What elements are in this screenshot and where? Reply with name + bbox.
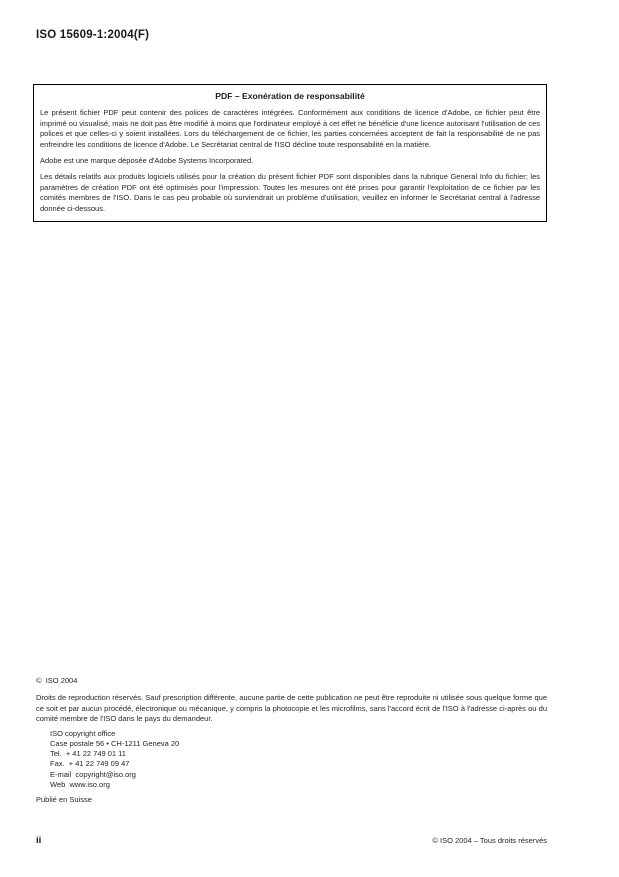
document-code-header: ISO 15609-1:2004(F) [36, 29, 150, 41]
copyright-section [36, 676, 547, 805]
copyright-notice: © ISO 2004 [36, 676, 78, 685]
reproduction-rights-text: Droits de reproduction réservés. Sauf prescription différente, aucune partie de cette publication ne peut être reproduite ni utilisée sous quelque forme que ce soit et par aucun procédé, électronique ou mécanique, y compris la photocopie et les microfilms, sans l'accord écrit de l'ISO à l'adresse ci-après ou du comité membre de l'ISO dans le pays du demandeur. [36, 693, 547, 724]
disclaimer-paragraph-licence: Le présent fichier PDF peut contenir des polices de caractères intégrées. Conformément aux conditions de licence d'Adobe, ce fichier peut être imprimé ou visualisé, mais ne doit pas être modifié à moins que l'ordinateur employé à cet effet ne bénéficie d'une licence autorisant l'utilisation de ces polices et que celles-ci y soient installées. Lors du téléchargement de ce fichier, les parties concernées acceptent de fait la responsabilité de ne pas enfreindre les conditions de licence d'Adobe. Le Secrétariat central de l'ISO décline toute responsabilité en la matière. [40, 108, 540, 149]
pdf-disclaimer-box [33, 84, 547, 222]
address-line-web: Web www.iso.org [50, 779, 110, 789]
address-line-office: ISO copyright office [50, 728, 116, 738]
address-line-fax: Fax. + 41 22 749 09 47 [50, 759, 130, 769]
iso-address-block [50, 729, 547, 790]
address-line-postal: Case postale 56 • CH-1211 Geneva 20 [50, 738, 180, 748]
address-line-email: E-mail copyright@iso.org [50, 769, 136, 779]
disclaimer-paragraph-trademark: Adobe est une marque déposée d'Adobe Systems Incorporated. [40, 155, 254, 165]
disclaimer-title: PDF – Exonération de responsabilité [215, 91, 365, 101]
footer-page-number: ii [36, 835, 42, 846]
disclaimer-paragraph-creation-details: Les détails relatifs aux produits logiciels utilisés pour la création du présent fichier PDF sont disponibles dans la rubrique General Info du fichier; les paramètres de création PDF ont été optimisés pour l'impression. Toutes les mesures ont été prises pour garantir l'exploitation de ce fichier par les comités membres de l'ISO. Dans le cas peu probable où surviendrait un problème d'utilisation, veuillez en informer le Secrétariat central à l'adresse donnée ci-dessous. [40, 171, 540, 213]
published-in-line: Publié en Suisse [36, 795, 92, 804]
footer-copyright-text: © ISO 2004 – Tous droits réservés [432, 836, 547, 845]
address-line-tel: Tel. + 41 22 749 01 11 [50, 749, 126, 759]
page-footer [36, 835, 547, 846]
